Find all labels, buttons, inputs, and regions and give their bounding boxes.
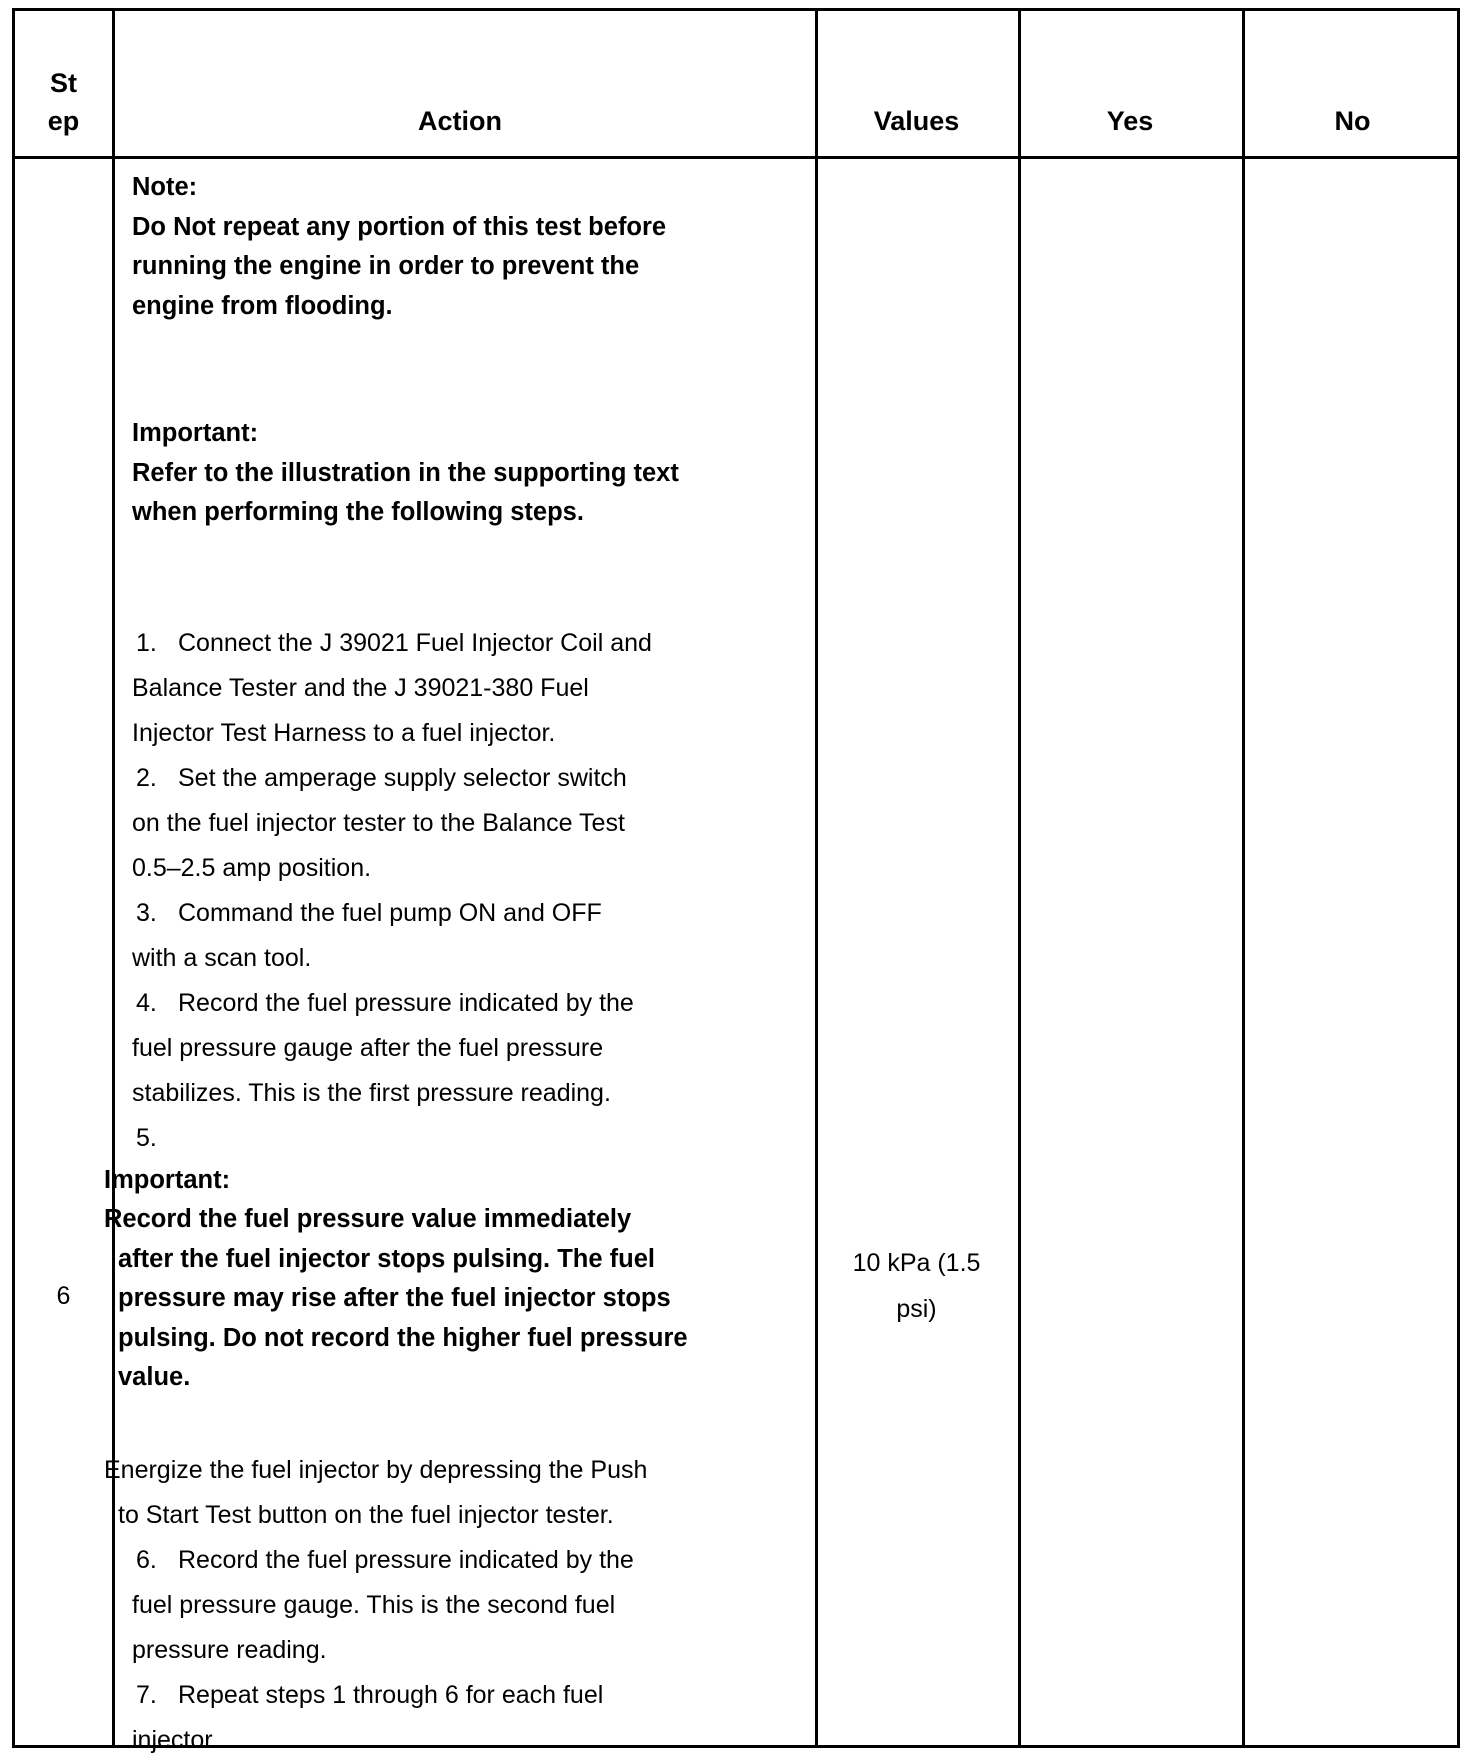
note-title: Note: [132, 173, 198, 201]
spacer [118, 533, 808, 621]
list-item [118, 981, 808, 1026]
step5-important-line-1: Record the fuel pressure value immediately [104, 1205, 632, 1233]
list-item [118, 891, 808, 936]
list-item-number: 6. [136, 1545, 157, 1574]
steps-list [118, 621, 808, 1161]
step5-important-title: Important: [104, 1165, 231, 1194]
list-item-line: Command the fuel pump ON and OFF [178, 898, 602, 927]
step5-important-line-2: after the fuel injector stops pulsing. The fuel [118, 1244, 655, 1273]
action-cell [104, 168, 808, 1763]
values-line-2: psi) [896, 1295, 937, 1323]
list-item-line: with a scan tool. [132, 943, 312, 972]
spacer [118, 326, 808, 414]
column-divider-yes [1242, 8, 1245, 1748]
list-item-line: Set the amperage supply selector switch [178, 763, 627, 792]
list-item [118, 1673, 808, 1718]
header-no: No [1334, 106, 1371, 136]
note-block [118, 168, 808, 326]
step5-text-line-2: to Start Test button on the fuel injector tester. [118, 1500, 614, 1529]
header-action: Action [418, 106, 502, 136]
list-item-line: fuel pressure gauge. This is the second fuel [132, 1590, 616, 1619]
column-divider-values [1018, 8, 1021, 1748]
list-item-line: stabilizes. This is the first pressure reading. [132, 1078, 611, 1107]
list-item-line: Record the fuel pressure indicated by the [178, 988, 634, 1017]
step5-important-block [104, 1161, 808, 1398]
column-divider-action [815, 8, 818, 1748]
list-item-line: 0.5–2.5 amp position. [132, 853, 372, 882]
list-item-line: injector. [132, 1725, 219, 1754]
list-item-number: 3. [136, 898, 157, 927]
important-block [118, 414, 808, 533]
step5-important-line-5: value. [118, 1363, 191, 1391]
step5-text [104, 1448, 808, 1538]
header-yes: Yes [1106, 106, 1154, 136]
list-item-number: 7. [136, 1680, 157, 1709]
header-step-line-1: St [49, 68, 77, 98]
header-values: Values [873, 106, 960, 136]
step5-text-line-1: Energize the fuel injector by depressing the Push [104, 1455, 648, 1484]
spacer [118, 1398, 808, 1448]
step5-important-line-3: pressure may rise after the fuel injector stops [118, 1284, 671, 1312]
list-item-line: Injector Test Harness to a fuel injector. [132, 718, 556, 747]
note-line-3: engine from flooding. [132, 291, 393, 320]
step-number: 6 [56, 1282, 71, 1310]
list-item [118, 1538, 808, 1583]
important-line-2: when performing the following steps. [132, 498, 584, 526]
list-item-line: pressure reading. [132, 1635, 327, 1664]
important-title: Important: [132, 419, 259, 447]
list-item-line: Balance Tester and the J 39021-380 Fuel [132, 673, 589, 702]
list-item [118, 1116, 808, 1161]
list-item [118, 756, 808, 801]
header-step-line-2: ep [47, 106, 80, 136]
steps-list-continued [118, 1538, 808, 1763]
step5-important-line-4: pulsing. Do not record the higher fuel pressure [118, 1323, 688, 1352]
list-item-number: 4. [136, 988, 157, 1017]
list-item-line: Connect the J 39021 Fuel Injector Coil and [178, 628, 652, 657]
important-line-1: Refer to the illustration in the supporting text [132, 458, 679, 487]
list-item [118, 621, 808, 666]
list-item-line: fuel pressure gauge after the fuel pressure [132, 1033, 604, 1062]
list-item-number: 1. [136, 628, 157, 657]
note-line-1: Do Not repeat any portion of this test before [132, 212, 667, 241]
list-item-line: Record the fuel pressure indicated by the [178, 1545, 634, 1574]
note-line-2: running the engine in order to prevent the [132, 252, 640, 280]
list-item-number: 2. [136, 763, 157, 792]
values-cell [818, 1240, 1015, 1332]
list-item-number: 5. [136, 1123, 157, 1152]
header-step [15, 8, 112, 158]
list-item-line: on the fuel injector tester to the Balance Test [132, 808, 625, 837]
values-line-1: 10 kPa (1.5 [852, 1249, 981, 1277]
list-item-line: Repeat steps 1 through 6 for each fuel [178, 1680, 604, 1709]
